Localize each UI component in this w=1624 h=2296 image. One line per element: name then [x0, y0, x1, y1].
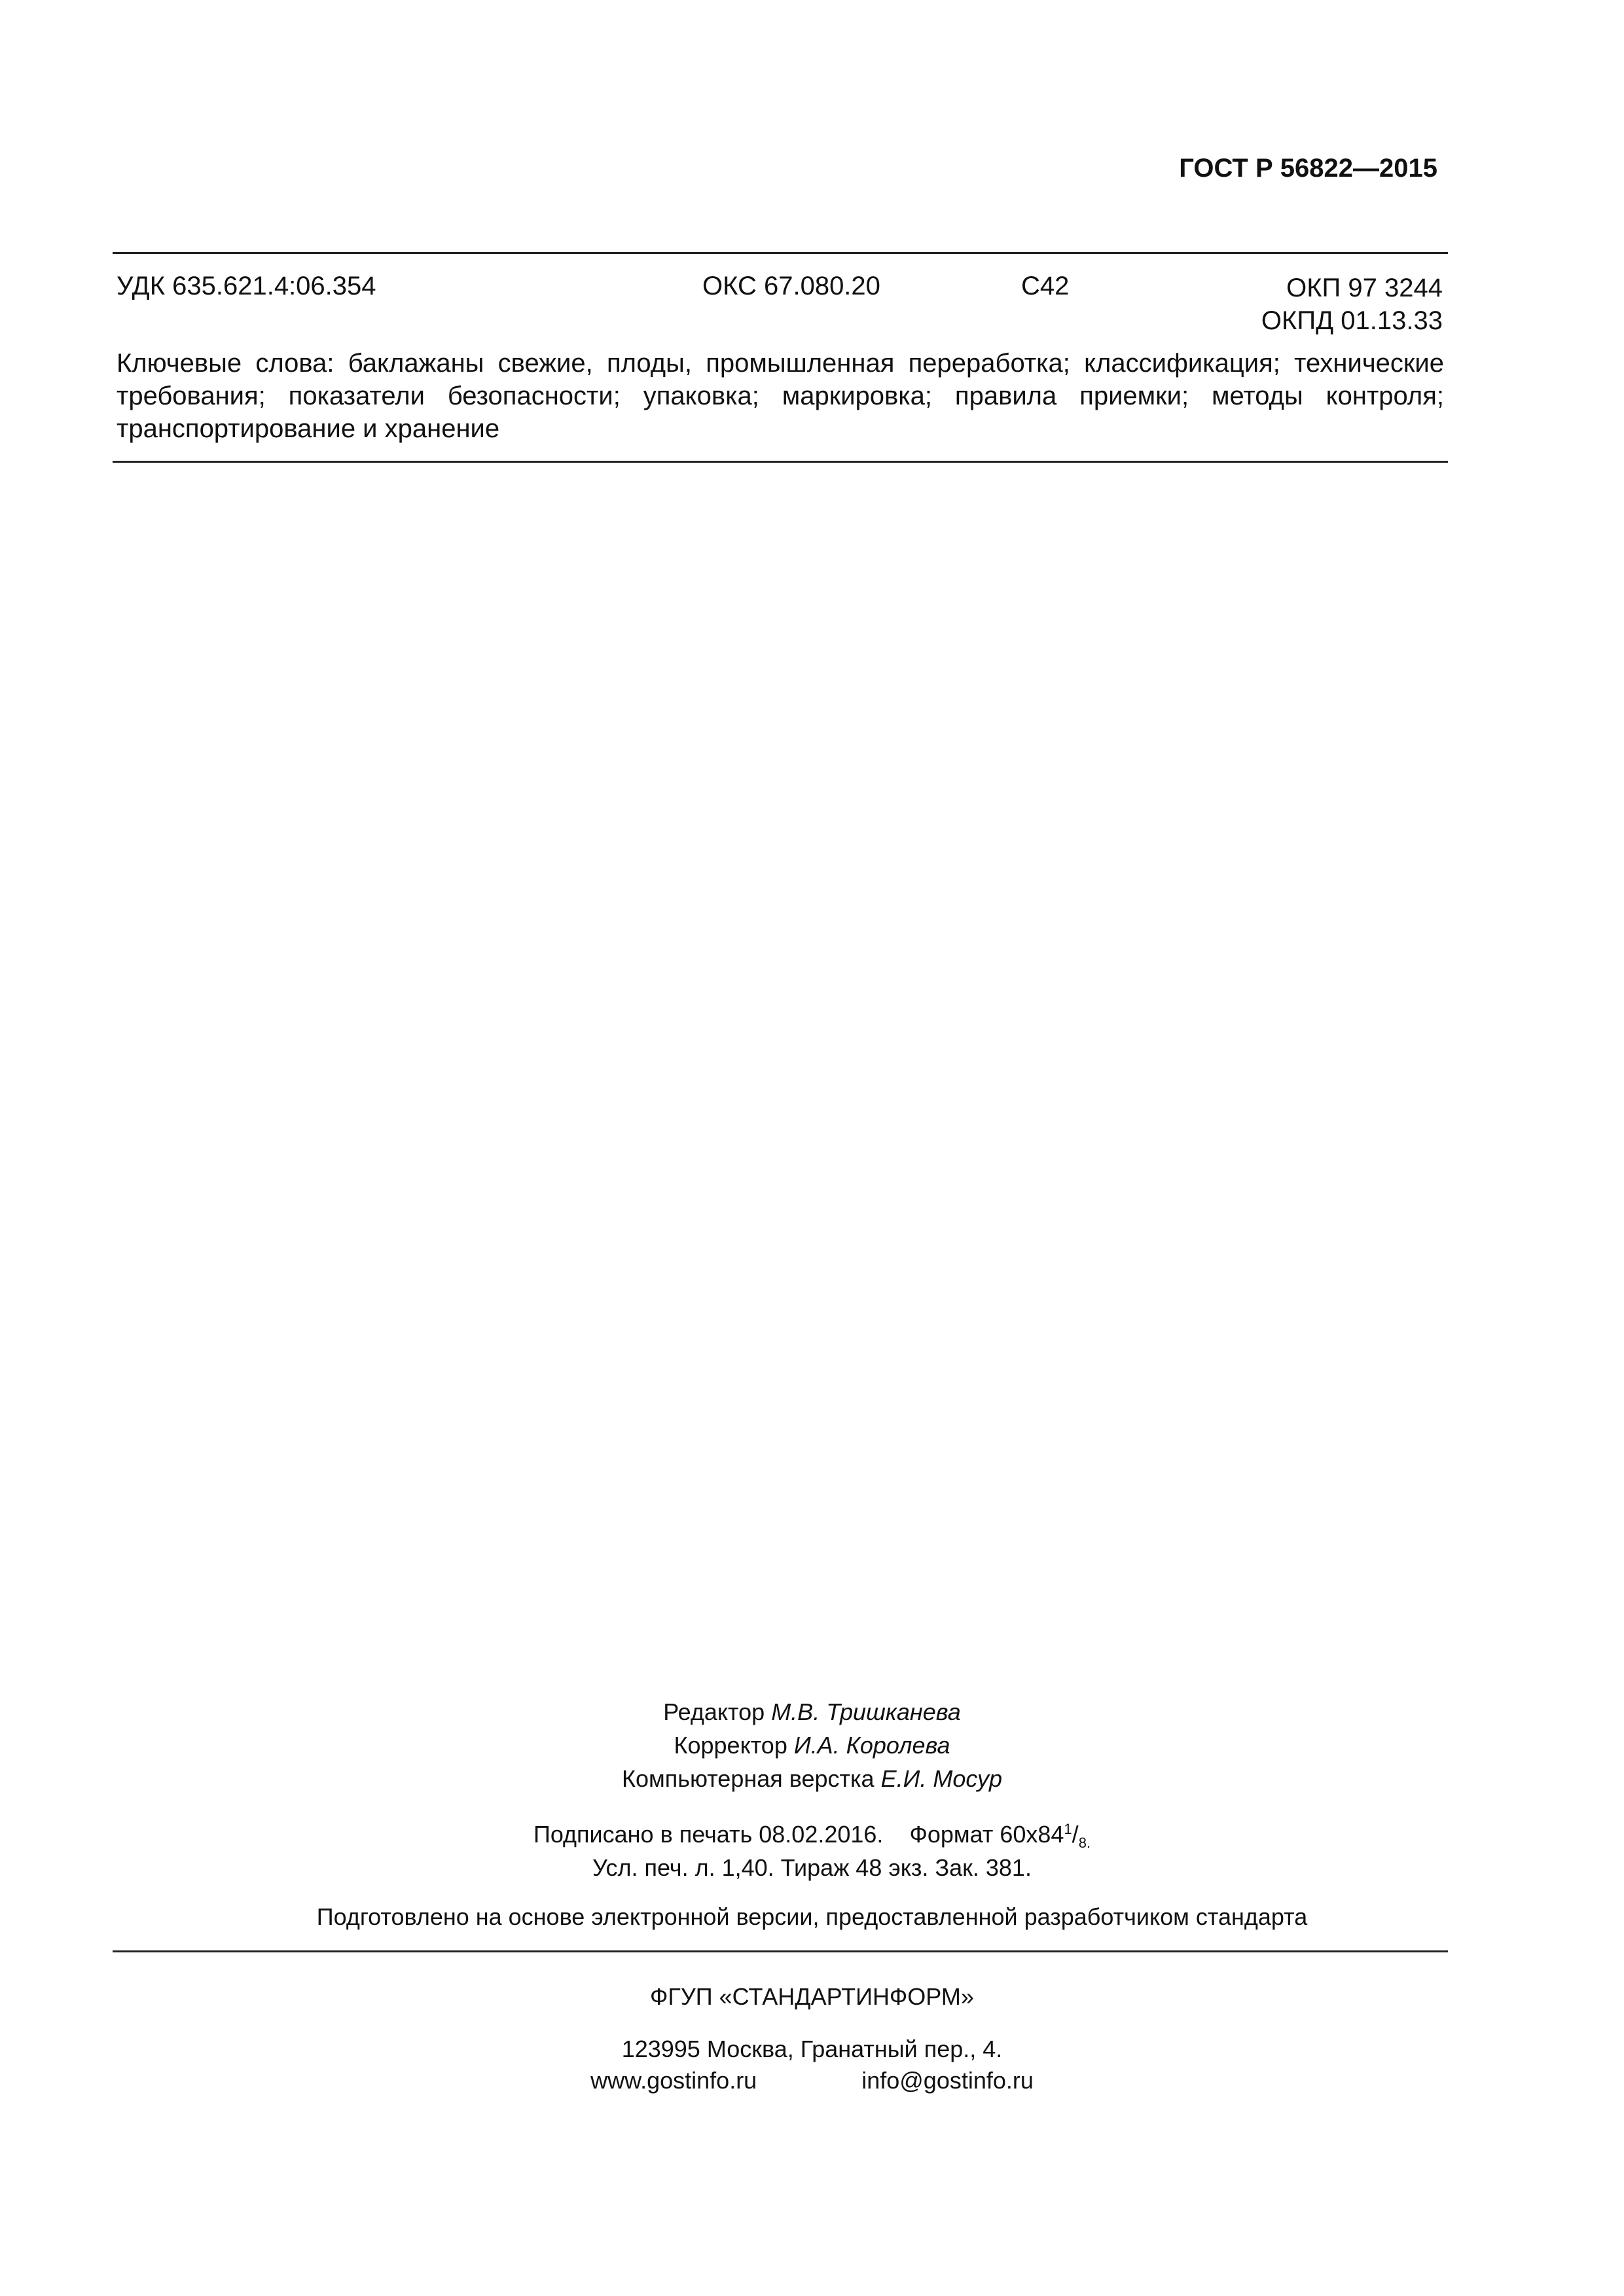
staff-credits [0, 1695, 1624, 1795]
layout-label: Компьютерная верстка [622, 1765, 875, 1792]
website-link[interactable]: www.gostinfo.ru [590, 2067, 757, 2094]
okp-code: ОКП 97 3244 [1286, 274, 1443, 302]
print-info [0, 1818, 1624, 1884]
oks-code: ОКС 67.080.20 [702, 272, 880, 300]
format-denominator: 8 [1078, 1835, 1087, 1852]
okp-block [1261, 272, 1443, 337]
publisher-address: 123995 Москва, Гранатный пер., 4. [621, 2036, 1003, 2062]
layout-name: Е.И. Мосур [880, 1765, 1002, 1792]
format-end: . [1086, 1835, 1091, 1852]
editor-line [0, 1695, 1624, 1729]
print-info-line-2: Усл. печ. л. 1,40. Тираж 48 экз. Зак. 381. [592, 1854, 1032, 1881]
c-code: С42 [1021, 272, 1070, 300]
print-info-line-1: Подписано в печать 08.02.2016. Формат $60х84^1/_{8.}$ [533, 1821, 1091, 1852]
email-link[interactable]: info@gostinfo.ru [861, 2067, 1034, 2094]
standard-number: ГОСТ Р 56822—2015 [1179, 154, 1437, 183]
top-divider [113, 252, 1448, 254]
okpd-code: ОКПД 01.13.33 [1261, 306, 1443, 335]
corrector-name: И.А. Королева [793, 1732, 950, 1759]
corrector-line [0, 1729, 1624, 1762]
keywords-paragraph: Ключевые слова: баклажаны свежие, плоды, промышленная переработка; классификация; технические требования; показатели безопасности; упаковка; маркировка; правила приемки; методы контроля; транспортирование и хранение [117, 349, 1444, 443]
publisher-contacts [0, 2064, 1624, 2097]
editor-name: М.В. Тришканева [771, 1698, 961, 1725]
publisher-name: ФГУП «СТАНДАРТИНФОРМ» [650, 1983, 974, 2010]
layout-line [0, 1762, 1624, 1795]
bottom-divider [113, 1950, 1448, 1952]
corrector-label: Корректор [674, 1732, 787, 1759]
editor-label: Редактор [663, 1698, 765, 1725]
keywords-divider [113, 461, 1448, 463]
udk-code: УДК 635.621.4:06.354 [117, 272, 376, 300]
format-numerator: 1 [1064, 1821, 1072, 1837]
signed-date: Подписано в печать 08.02.2016. [533, 1821, 884, 1848]
prepared-note: Подготовлено на основе электронной версии, предоставленной разработчиком стандарта [316, 1903, 1308, 1930]
format-label: Формат 60х84 [909, 1821, 1064, 1848]
